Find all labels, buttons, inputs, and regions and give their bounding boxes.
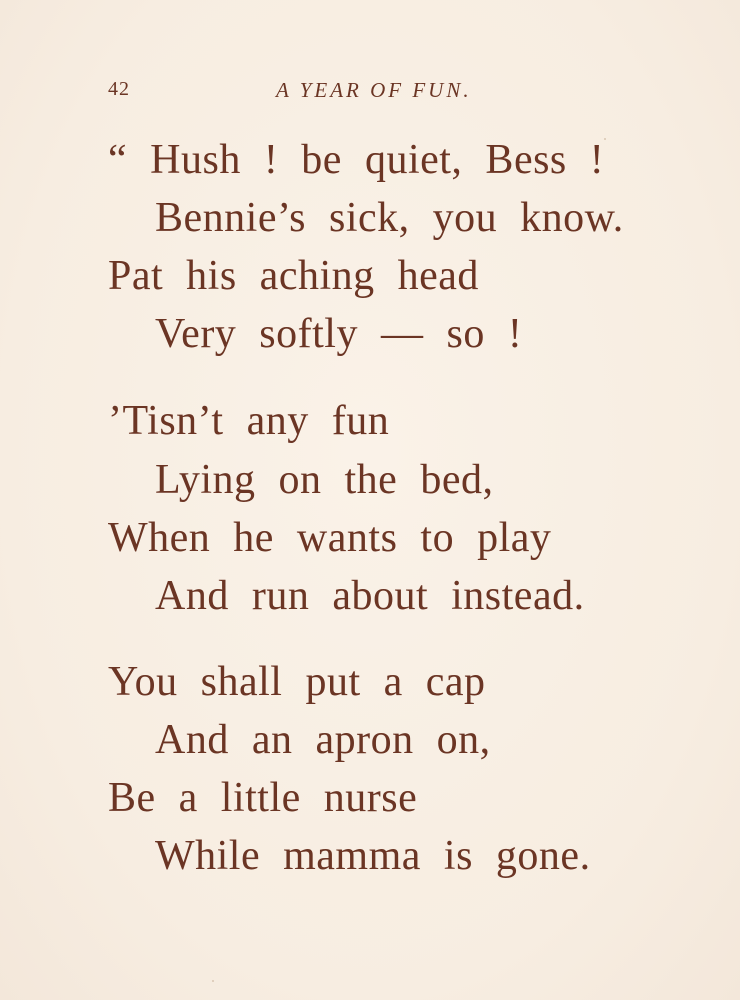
poem-line: Pat his aching head xyxy=(108,253,479,299)
poem-line: “ Hush ! be quiet, Bess ! xyxy=(108,137,605,183)
poem-line: Lying on the bed, xyxy=(155,457,494,503)
paper-fleck xyxy=(604,138,606,140)
poem-line: Bennie’s sick, you know. xyxy=(155,195,624,241)
poem-line: You shall put a cap xyxy=(108,659,486,705)
poem-line: And run about instead. xyxy=(155,573,585,619)
poem-line: When he wants to play xyxy=(108,515,552,561)
running-head xyxy=(108,78,548,102)
poem-line: ’Tisn’t any fun xyxy=(108,398,390,444)
running-title: A YEAR OF FUN. xyxy=(276,78,472,102)
poem-line: Be a little nurse xyxy=(108,775,418,821)
page-number: 42 xyxy=(108,78,130,100)
paper-fleck xyxy=(212,980,214,982)
poem-line: Very softly — so ! xyxy=(155,311,523,357)
poem-line: And an apron on, xyxy=(155,717,491,763)
poem-line: While mamma is gone. xyxy=(155,833,591,879)
